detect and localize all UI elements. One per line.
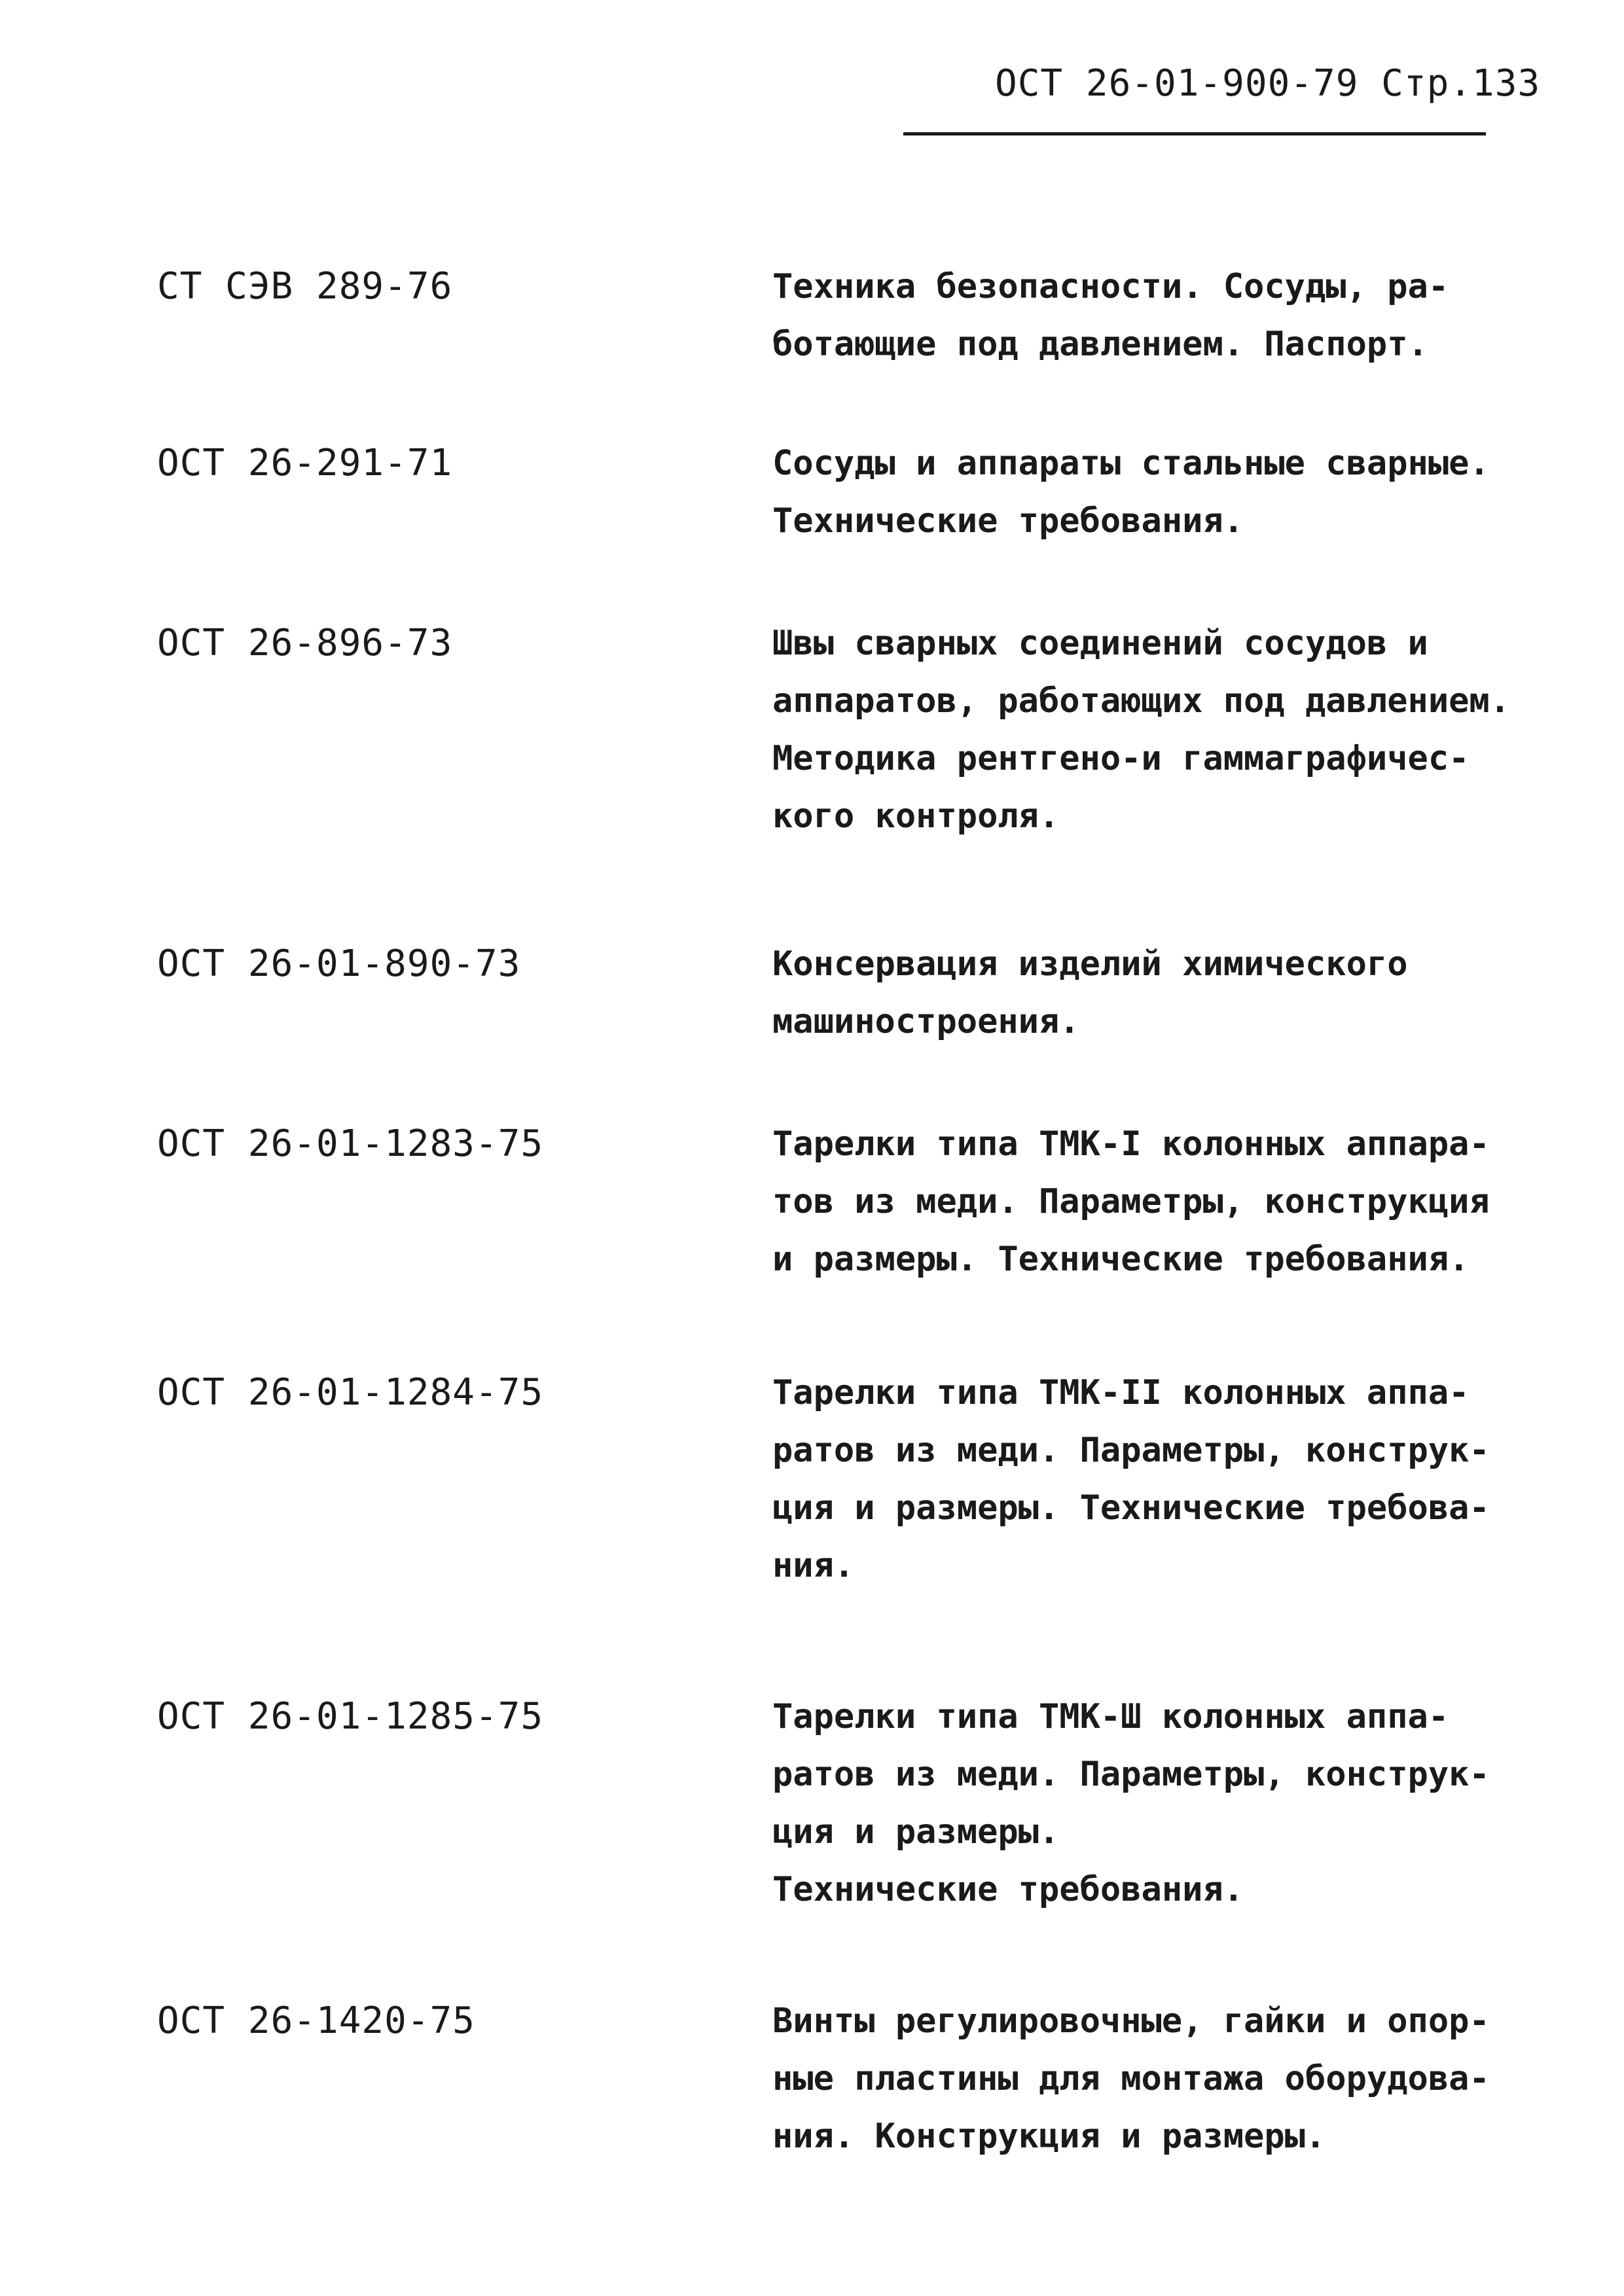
reference-title-line: ния. bbox=[772, 1546, 855, 1585]
reference-title-line: Технические требования. bbox=[772, 501, 1244, 541]
reference-title-line: ция и размеры. bbox=[772, 1812, 1060, 1852]
reference-title-line: Методика рентгено-и гаммаграфичес- bbox=[772, 739, 1470, 778]
page-header bbox=[903, 62, 1541, 135]
reference-title-line: ция и размеры. Технические требова- bbox=[772, 1488, 1490, 1528]
reference-title-line: ратов из меди. Параметры, конструк- bbox=[772, 1431, 1490, 1470]
reference-title-line: Швы сварных соединений сосудов и bbox=[772, 624, 1428, 663]
reference-title-line: ные пластины для монтажа оборудова- bbox=[772, 2059, 1490, 2098]
reference-title-line: аппаратов, работающих под давлением. bbox=[772, 681, 1511, 721]
reference-title-line: тов из меди. Параметры, конструкция bbox=[772, 1182, 1490, 1221]
reference-title-line: и размеры. Технические требования. bbox=[772, 1240, 1470, 1279]
reference-title-line: ботающие под давлением. Паспорт. bbox=[772, 325, 1428, 364]
reference-title bbox=[772, 1122, 1597, 1295]
reference-title-line: ратов из меди. Параметры, конструк- bbox=[772, 1755, 1490, 1794]
reference-code: ОСТ 26-01-1285-75 bbox=[157, 1695, 544, 1738]
reference-title-line: Винты регулировочные, гайки и опор- bbox=[772, 2001, 1490, 2041]
reference-code: ОСТ 26-01-890-73 bbox=[157, 942, 521, 985]
reference-code: СТ СЭВ 289-76 bbox=[157, 265, 453, 308]
reference-code: ОСТ 26-291-71 bbox=[157, 442, 453, 484]
reference-title-line: Сосуды и аппараты стальные сварные. bbox=[772, 444, 1490, 483]
reference-code: ОСТ 26-01-1284-75 bbox=[157, 1371, 544, 1414]
reference-title-line: кого контроля. bbox=[772, 797, 1060, 836]
header-rule bbox=[903, 132, 1486, 135]
reference-title bbox=[772, 2000, 1597, 2172]
reference-title-line: Технические требования. bbox=[772, 1870, 1244, 1909]
reference-title-line: Тарелки типа ТМК-I колонных аппара- bbox=[772, 1124, 1490, 1164]
reference-title bbox=[772, 942, 1597, 1058]
reference-title bbox=[772, 1371, 1597, 1602]
reference-title bbox=[772, 1695, 1597, 1926]
reference-code: ОСТ 26-01-1283-75 bbox=[157, 1122, 544, 1165]
reference-title-line: Тарелки типа ТМК-II колонных аппа- bbox=[772, 1373, 1470, 1412]
reference-title-line: машиностроения. bbox=[772, 1002, 1080, 1041]
reference-title-line: Консервация изделий химического bbox=[772, 944, 1408, 984]
reference-code: ОСТ 26-896-73 bbox=[157, 622, 453, 664]
reference-code: ОСТ 26-1420-75 bbox=[157, 2000, 476, 2042]
reference-title bbox=[772, 442, 1597, 557]
page-number-header: ОСТ 26-01-900-79 Стр.133 bbox=[995, 62, 1541, 105]
reference-title-line: Тарелки типа ТМК-Ш колонных аппа- bbox=[772, 1697, 1449, 1736]
reference-title-line: ния. Конструкция и размеры. bbox=[772, 2117, 1326, 2156]
reference-title bbox=[772, 265, 1597, 380]
reference-title bbox=[772, 622, 1597, 852]
reference-title-line: Техника безопасности. Сосуды, ра- bbox=[772, 267, 1449, 306]
